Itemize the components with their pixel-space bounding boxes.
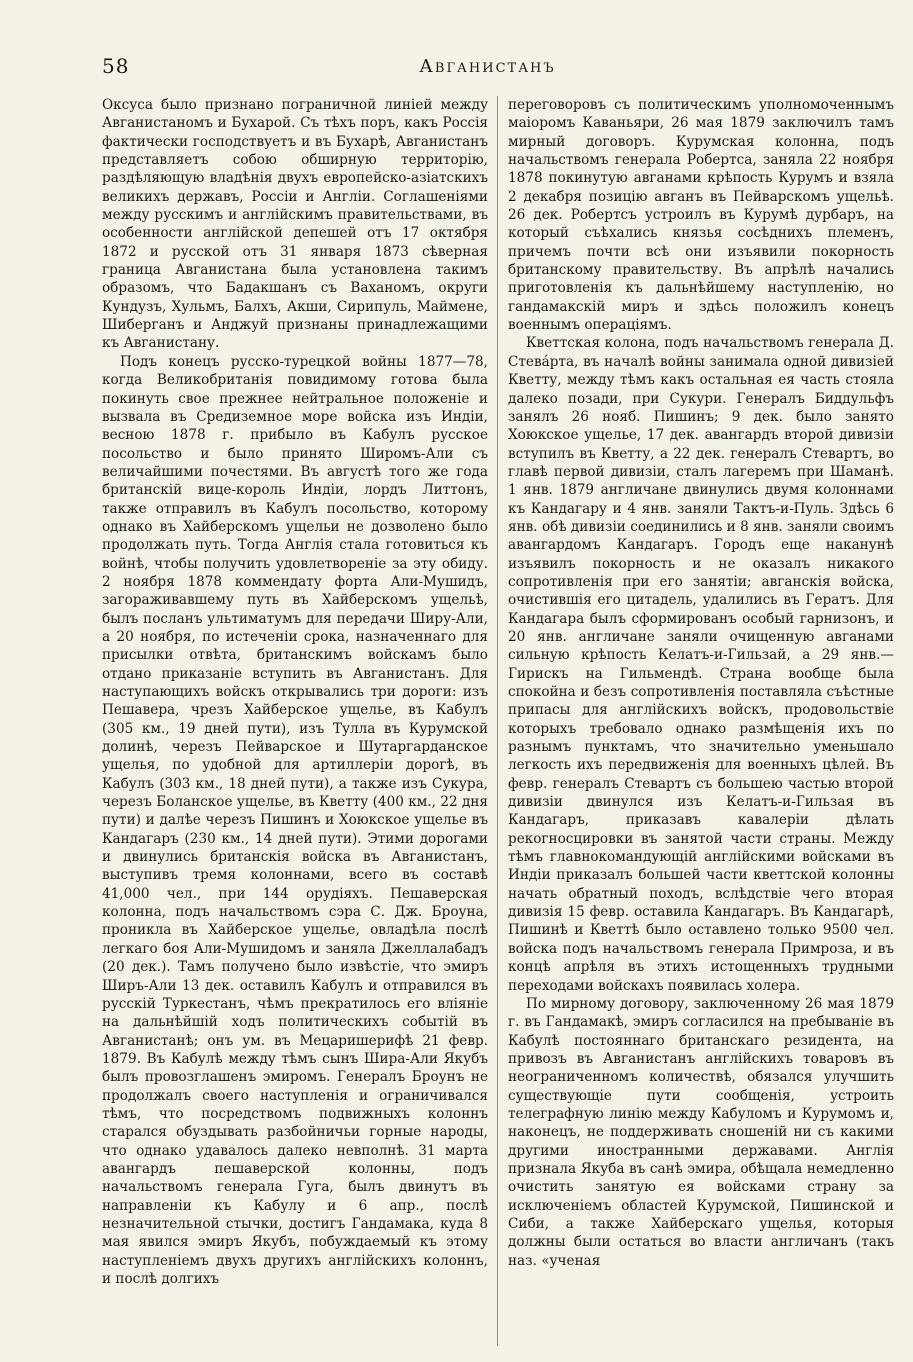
column-divider bbox=[497, 96, 498, 1346]
paragraph: По мирному договору, заключенному 26 мая 1879 г. въ Гандамакѣ, эмиръ согласился на пребываніе въ Кабулѣ постояннаго британскаго резидента, на привозъ въ Авганистанъ англійскихъ товаровъ въ неограниченномъ количествѣ, обязался улучшить существующіе пути сообщенія, устроить телеграфную линію между Кабуломъ и Курумомъ и, наконецъ, не поддерживать сношеній ни съ какими другими иностранными державами. Англія признала Якуба въ санѣ эмира, обѣщала немедленно очистить занятую ея войсками страну за исключеніемъ областей Курумской, Пишинской и Сиби, а также Хайберскаго ущелья, которыя должны были остаться во власти англичанъ (такъ наз. «ученая bbox=[508, 995, 894, 1269]
paragraph: Оксуса было признано пограничной линіей между Авганистаномъ и Бухарой. Съ тѣхъ поръ, какъ Россія фактически господствуетъ и въ Бухарѣ, Авганистанъ представляетъ собою обширную территорію, раздѣляющую владѣнія двухъ европейско-азіатскихъ великихъ державъ, Россіи и Англіи. Соглашеніями между русскимъ и англійскимъ правительствами, въ особенности англійской депешей отъ 17 октября 1872 и русской отъ 31 января 1873 сѣверная граница Авганистана была установлена такимъ образомъ, что Бадакшанъ съ Ваханомъ, округи Кундузъ, Хульмъ, Балхъ, Акши, Сирипуль, Маймене, Шиберганъ и Анджуй признаны принадлежащими къ Авганистану. bbox=[102, 97, 488, 352]
left-column bbox=[102, 96, 488, 1351]
running-title: Авганистанъ bbox=[419, 56, 556, 77]
page-header bbox=[102, 54, 873, 84]
paragraph: переговоровъ съ политическимъ уполномоченнымъ маіоромъ Каваньяри, 26 мая 1879 заключилъ тамъ мирный договоръ. Курумская колонна, подъ начальствомъ генерала Робертса, заняла 22 ноября 1878 покинутую авганами крѣпость Курумъ и взяла 2 декабря позицію авганъ въ Пейварскомъ ущельѣ. 26 дек. Робертсъ устроилъ въ Курумѣ дурбаръ, на который съѣхались князья сосѣднихъ племенъ, причемъ почти всѣ они изъявили покорность британскому правительству. Въ апрѣлѣ начались приготовленія къ дальнѣйшему наступленію, но гандамакскій миръ и здѣсь положилъ конецъ военнымъ операціямъ. bbox=[508, 97, 894, 334]
page-number: 58 bbox=[102, 54, 130, 78]
paragraph: Кветтская колона, подъ начальствомъ генерала Д. Стевáрта, въ началѣ войны занимала одной дивизіей Кветту, между тѣмъ какъ остальная ея часть стояла далеко позади, при Сукури. Генералъ Биддульфъ занялъ 26 нояб. Пишинъ; 9 дек. было занято Хоюкское ущелье, 17 дек. авангардъ второй дивизіи вступилъ въ Кветту, а 22 дек. генералъ Стевартъ, во главѣ первой дивизіи, сталъ лагеремъ при Шаманѣ. 1 янв. 1879 англичане двинулись двумя колоннами къ Кандагару и 4 янв. заняли Тактъ-и-Пуль. Здѣсь 6 янв. обѣ дивизіи соединились и 8 янв. заняли своимъ авангардомъ Кандагаръ. Городъ еще наканунѣ изъявилъ покорность и не оказалъ никакого сопротивленія при его занятіи; авганскія войска, очистившія его цитадель, удалились въ Гератъ. Для Кандагара былъ сформированъ особый гарнизонъ, и 20 янв. англичане заняли очищенную авганами сильную крѣпость Келатъ-и-Гильзай, а 29 янв.—Гирискъ на Гильмендѣ. Страна вообще была спокойна и безъ сопротивленія поставляла съѣстные припасы для англійскихъ войскъ, продовольствіе которыхъ требовало однако размѣщенія ихъ по разнымъ пунктамъ, что значительно уменьшало легкость ихъ передвиженія для военныхъ цѣлей. Въ февр. генералъ Стевартъ съ большею частью второй дивизіи двинулся изъ Келатъ-и-Гильзая въ Кандагаръ, приказавъ кавалеріи дѣлать рекогносцировки въ занятой части страны. Между тѣмъ главнокомандующій англійскими войсками въ Индіи приказалъ большей части кветтской колонны начать обратный походъ, вслѣдствіе чего вторая дивизія 15 февр. оставила Кандагаръ. Въ Кандагарѣ, Пишинѣ и Кветтѣ было оставлено только 9500 чел. войска подъ начальствомъ генерала Примроза, и въ концѣ апрѣля въ этихъ истощенныхъ трудными переходами войскахъ появилась холера. bbox=[508, 335, 894, 994]
text-columns bbox=[102, 96, 897, 1351]
right-column bbox=[508, 96, 894, 1351]
paragraph: Подъ конецъ русско-турецкой войны 1877—78, когда Великобританія повидимому готова была покинуть свое прежнее нейтральное положеніе и вызвала въ Средиземное море войска изъ Индіи, весною 1878 г. прибыло въ Кабулъ русское посольство и было принято Широмъ-Али съ величайшими почестями. Въ августѣ того же года британскій вице-король Индіи, лордъ Литтонъ, также отправилъ въ Кабулъ посольство, которому однако въ Хайберскомъ ущельи не дозволено было продолжать путь. Тогда Англія стала готовиться къ войнѣ, чтобы получить удовлетвореніе за эту обиду. 2 ноября 1878 коммендату форта Али-Мушидъ, загораживавшему путь въ Хайберскомъ ущельѣ, былъ посланъ ультиматумъ для передачи Ширу-Али, а 20 ноября, по истеченіи срока, назначеннаго для присылки отвѣта, британскимъ войскамъ было отдано приказаніе вступить въ Авганистанъ. Для наступающихъ войскъ открывались три дороги: изъ Пешавера, чрезъ Хайберское ущелье, въ Кабулъ (305 км., 19 дней пути), изъ Тулла въ Курумской долинѣ, черезъ Пейварское и Шутаргарданское ущелья, по удобной для артиллеріи дорогѣ, въ Кабулъ (303 км., 18 дней пути), а также изъ Сукура, черезъ Боланское ущелье, въ Кветту (400 км., 22 дня пути) и далѣе черезъ Пишинъ и Хоюкское ущелье въ Кандагаръ (230 км., 14 дней пути). Этими дорогами и двинулись британскія войска въ Авганистанъ, выступивъ тремя колоннами, всего въ составѣ 41,000 чел., при 144 орудіяхъ. Пешаверская колонна, подъ начальствомъ сэра С. Дж. Броуна, проникла въ Хайберское ущелье, овладѣла послѣ легкаго боя Али-Мушидомъ и заняла Джеллалабадъ (20 дек.). Тамъ получено было извѣстіе, что эмиръ Ширъ-Али 13 дек. оставилъ Кабулъ и отправился въ русскій Туркестанъ, чѣмъ прекратилось его вліяніе на дальнѣйшій ходъ политическихъ событій въ Авганистанѣ; онъ ум. въ Мецаришерифѣ 21 февр. 1879. Въ Кабулѣ между тѣмъ сынъ Шира-Али Якубъ былъ провозглашенъ эмиромъ. Генералъ Броунъ не продолжалъ своего наступленія и ограничивался тѣмъ, что посредствомъ подвижныхъ колоннъ старался обуздывать разбойничьи горные народы, что однако удавалось далеко невполнѣ. 31 марта авангардъ пешаверской колонны, подъ начальствомъ генерала Гуга, былъ двинутъ въ направленіи къ Кабулу и 6 апр., послѣ незначительной стычки, достигъ Гандамака, куда 8 мая явился эмиръ Якубъ, побуждаемый къ этому наступленіемъ двухъ другихъ англійскихъ колоннъ, и послѣ долгихъ bbox=[102, 353, 488, 1287]
